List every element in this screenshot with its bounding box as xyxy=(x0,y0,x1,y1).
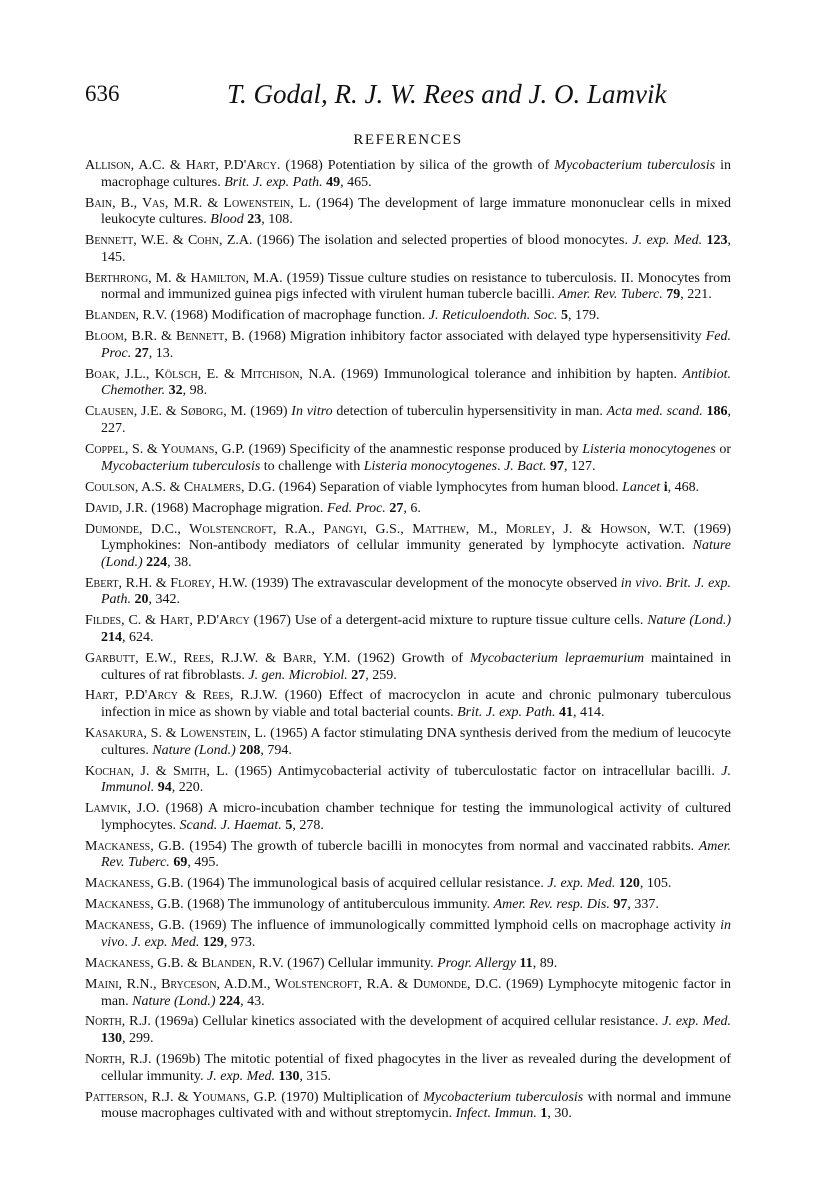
reference-volume: 130 xyxy=(101,1031,122,1047)
reference-authors: Mackaness, G.B. xyxy=(85,918,185,934)
reference-authors: Bennett, W.E. & Cohn, Z.A. xyxy=(85,233,253,249)
reference-entry xyxy=(85,522,731,572)
reference-title: Effect of macrocyclon in acute and chronic pulmonary tuberculous infection in mice as shown by viable and total bacterial counts. xyxy=(101,688,732,721)
reference-pages: , 624. xyxy=(122,629,154,645)
reference-year: (1939) xyxy=(251,575,289,591)
reference-year: (1969a) xyxy=(154,1014,199,1030)
reference-title: Growth of Mycobacterium lepraemurium maintained in cultures of rat fibroblasts. xyxy=(101,650,732,683)
reference-year: (1968) xyxy=(170,308,208,324)
reference-year: (1967) xyxy=(287,955,325,971)
reference-journal: Nature (Lond.) xyxy=(152,742,236,758)
reference-entry xyxy=(85,613,731,646)
reference-pages: , 794. xyxy=(260,742,292,758)
reference-year: (1969) xyxy=(340,366,379,382)
reference-year: (1969) xyxy=(693,521,732,537)
reference-year: (1959) xyxy=(286,270,324,286)
reference-pages: , 127. xyxy=(563,458,596,474)
reference-journal: Scand. J. Haemat. xyxy=(179,817,282,833)
reference-volume: 94 xyxy=(157,780,172,796)
reference-authors: North, R.J. xyxy=(85,1014,151,1030)
reference-year: (1968) xyxy=(285,158,323,173)
reference-entry xyxy=(85,1090,731,1123)
reference-volume: 79 xyxy=(666,287,681,303)
reference-year: (1969) xyxy=(250,404,288,420)
reference-journal: Fed. Proc. xyxy=(101,329,731,361)
reference-journal: J. gen. Microbiol. xyxy=(248,667,348,683)
reference-year: (1954) xyxy=(189,838,227,854)
reference-authors: Fildes, C. & Hart, P.D'Arcy xyxy=(85,613,250,629)
reference-journal: Lancet xyxy=(622,479,661,495)
reference-authors: Blanden, R.V. xyxy=(85,308,168,324)
reference-volume: 27 xyxy=(351,667,366,683)
reference-authors: Hart, P.D'Arcy & Rees, R.J.W. xyxy=(85,688,278,704)
reference-pages: , 468. xyxy=(667,479,700,495)
reference-pages: , 227. xyxy=(101,404,732,437)
reference-volume: 69 xyxy=(173,855,188,871)
reference-pages: , 973. xyxy=(223,934,256,950)
running-head xyxy=(0,81,816,115)
reference-authors: Coppel, S. & Youmans, G.P. xyxy=(85,442,245,458)
reference-journal: Nature (Lond.) xyxy=(647,613,731,629)
reference-volume: 20 xyxy=(134,592,149,608)
reference-title: The extravascular development of the monocyte observed in vivo. xyxy=(292,575,663,591)
reference-journal: Fed. Proc. xyxy=(326,500,386,516)
reference-entry xyxy=(85,876,731,893)
reference-entry xyxy=(85,501,731,518)
reference-title: The influence of immunologically committed lymphoid cells on macrophage activity in vivo. xyxy=(101,918,731,950)
reference-title: Separation of viable lymphocytes from human blood. xyxy=(319,479,619,495)
reference-year: (1968) xyxy=(248,329,286,345)
reference-pages: , 6. xyxy=(403,500,421,516)
reference-year: (1969) xyxy=(189,918,227,934)
reference-authors: Dumonde, D.C., Wolstencroft, R.A., Pangyi, G.S., Matthew, M., Morley, J. & Howson, W.T. xyxy=(85,521,686,537)
reference-journal: Infect. Immun. xyxy=(455,1106,537,1122)
reference-entry xyxy=(85,839,731,872)
reference-title: Cellular immunity. xyxy=(328,955,434,971)
reference-authors: Mackaness, G.B. xyxy=(85,876,184,892)
reference-authors: Kochan, J. & Smith, L. xyxy=(85,763,229,779)
reference-title: Lymphocyte mitogenic factor in man. xyxy=(101,976,732,1009)
reference-journal: J. exp. Med. xyxy=(632,233,703,249)
reference-year: (1962) xyxy=(357,650,395,666)
reference-volume: 186 xyxy=(706,404,728,420)
reference-entry xyxy=(85,329,731,362)
reference-entry xyxy=(85,651,731,684)
reference-year: (1964) xyxy=(278,479,317,495)
reference-volume: 123 xyxy=(706,233,728,249)
reference-journal: Antibiot. Chemother. xyxy=(101,366,732,399)
reference-pages: , 220. xyxy=(171,780,204,796)
reference-volume: 97 xyxy=(613,897,628,913)
reference-year: (1969) xyxy=(248,442,286,458)
reference-title: A micro-incubation chamber technique for testing the immunological activity of cultured lymphocytes. xyxy=(101,801,732,833)
reference-volume: 32 xyxy=(168,383,183,399)
reference-pages: , 30. xyxy=(547,1106,572,1122)
reference-journal: J. exp. Med. xyxy=(131,934,200,950)
reference-title: Immunological tolerance and inhibition by hapten. xyxy=(383,366,677,382)
reference-entry xyxy=(85,271,731,304)
reference-title: Macrophage migration. xyxy=(191,500,324,516)
reference-entry xyxy=(85,442,731,475)
reference-authors: Ebert, R.H. & Florey, H.W. xyxy=(85,575,248,591)
reference-entry xyxy=(85,1014,731,1047)
reference-title: Migration inhibitory factor associated with delayed type hypersensitivity xyxy=(290,329,702,345)
reference-authors: Bain, B., Vas, M.R. & Lowenstein, L. xyxy=(85,195,311,211)
reference-entry xyxy=(85,576,731,609)
reference-volume: 97 xyxy=(549,458,564,474)
reference-authors: Boak, J.L., Kölsch, E. & Mitchison, N.A. xyxy=(85,366,336,382)
reference-entry xyxy=(85,480,731,497)
reference-volume: i xyxy=(663,479,668,495)
reference-entry xyxy=(85,158,731,191)
reference-pages: , 342. xyxy=(148,592,180,608)
reference-entry xyxy=(85,801,731,834)
section-title: REFERENCES xyxy=(353,132,463,148)
reference-pages: , 38. xyxy=(167,554,192,570)
reference-entry xyxy=(85,233,731,266)
reference-volume: 23 xyxy=(247,212,262,228)
reference-authors: Lamvik, J.O. xyxy=(85,801,160,817)
reference-title: The growth of tubercle bacilli in monocytes from normal and vaccinated rabbits. xyxy=(230,838,695,854)
reference-pages: , 465. xyxy=(340,174,372,190)
reference-year: (1966) xyxy=(256,233,295,249)
reference-year: (1969b) xyxy=(155,1052,201,1068)
reference-journal: J. Bact. xyxy=(504,458,547,474)
reference-authors: Mackaness, G.B. xyxy=(85,897,184,913)
reference-title: In vitro detection of tuberculin hypersensitivity in man. xyxy=(291,404,603,420)
reference-entry xyxy=(85,897,731,914)
reference-year: (1970) xyxy=(281,1089,319,1105)
reference-pages: , 43. xyxy=(240,993,265,1009)
reference-entry xyxy=(85,367,731,400)
reference-journal: Brit. J. exp. Path. xyxy=(101,575,732,608)
reference-journal: Amer. Rev. resp. Dis. xyxy=(493,897,610,913)
reference-pages: , 105. xyxy=(639,876,672,892)
reference-authors: Kasakura, S. & Lowenstein, L. xyxy=(85,726,267,742)
reference-journal: J. exp. Med. xyxy=(547,876,616,892)
reference-volume: 49 xyxy=(326,174,341,190)
reference-journal: Amer. Rev. Tuberc. xyxy=(101,838,731,871)
reference-pages: , 221. xyxy=(680,287,712,303)
reference-journal: Nature (Lond.) xyxy=(132,993,216,1009)
reference-title: Antimycobacterial activity of tuberculostatic factor on intracellular bacilli. xyxy=(277,763,715,779)
reference-authors: Berthrong, M. & Hamilton, M.A. xyxy=(85,270,283,286)
reference-pages: , 259. xyxy=(365,667,397,683)
reference-title: The mitotic potential of fixed phagocytes in the liver as revealed during the development of cellular immunity. xyxy=(101,1052,732,1084)
reference-authors: Garbutt, E.W., Rees, R.J.W. & Barr, Y.M. xyxy=(85,650,351,666)
reference-pages: , 315. xyxy=(299,1068,332,1084)
reference-entry xyxy=(85,688,731,721)
reference-journal: J. exp. Med. xyxy=(207,1068,276,1084)
reference-pages: , 495. xyxy=(187,855,219,871)
reference-volume: 120 xyxy=(618,876,640,892)
reference-authors: Clausen, J.E. & Søborg, M. xyxy=(85,404,247,420)
reference-list xyxy=(85,158,731,1127)
reference-journal: Acta med. scand. xyxy=(606,404,703,420)
reference-journal: Nature (Lond.) xyxy=(101,538,732,570)
reference-authors: Maini, R.N., Bryceson, A.D.M., Wolstencroft, R.A. & Dumonde, D.C. xyxy=(85,976,502,992)
reference-entry xyxy=(85,764,731,797)
reference-authors: Mackaness, G.B. xyxy=(85,838,185,854)
reference-journal: J. Reticuloendoth. Soc. xyxy=(428,308,558,324)
reference-authors: Bloom, B.R. & Bennett, B. xyxy=(85,329,245,345)
reference-volume: 27 xyxy=(134,345,149,361)
reference-pages: , 145. xyxy=(101,233,732,265)
reference-title: Potentiation by silica of the growth of Mycobacterium tuberculosis in macrophage cultures. xyxy=(101,158,732,190)
reference-pages: , 108. xyxy=(261,212,293,228)
reference-volume: 11 xyxy=(519,955,533,971)
reference-entry xyxy=(85,308,731,325)
reference-volume: 129 xyxy=(202,934,224,950)
reference-year: (1960) xyxy=(284,688,322,704)
page-number: 636 xyxy=(85,81,120,106)
reference-pages: , 299. xyxy=(122,1031,154,1047)
reference-year: (1965) xyxy=(234,763,272,779)
reference-pages: , 179. xyxy=(567,308,600,324)
reference-journal: Progr. Allergy xyxy=(437,955,516,971)
reference-year: (1969) xyxy=(506,976,544,992)
reference-volume: 27 xyxy=(389,500,404,516)
reference-pages: , 414. xyxy=(573,705,605,721)
reference-volume: 130 xyxy=(278,1068,300,1084)
reference-journal: Amer. Rev. Tuberc. xyxy=(558,287,663,303)
reference-volume: 214 xyxy=(101,629,122,645)
reference-year: (1967) xyxy=(253,613,291,629)
reference-authors: North, R.J. xyxy=(85,1052,152,1068)
reference-title: Tissue culture studies on resistance to tuberculosis. II. Monocytes from normal and immunized guinea pigs infected with virulent human tubercle bacilli. xyxy=(101,270,732,303)
reference-title: Cellular kinetics associated with the development of acquired cellular resistance. xyxy=(202,1014,659,1030)
reference-entry xyxy=(85,956,731,973)
reference-entry xyxy=(85,196,731,229)
reference-journal: Brit. J. exp. Path. xyxy=(457,705,556,721)
reference-title: The isolation and selected properties of blood monocytes. xyxy=(298,233,628,249)
reference-pages: , 13. xyxy=(148,345,174,361)
reference-volume: 208 xyxy=(239,742,261,758)
reference-journal: Brit. J. exp. Path. xyxy=(224,174,323,190)
reference-title: Lymphokines: Non-antibody mediators of cellular immunity generated by lymphocyte activation. xyxy=(101,538,685,554)
reference-authors: Patterson, R.J. & Youmans, G.P. xyxy=(85,1089,277,1105)
reference-title: The immunological basis of acquired cellular resistance. xyxy=(227,876,544,892)
reference-volume: 224 xyxy=(219,993,241,1009)
reference-authors: Coulson, A.S. & Chalmers, D.G. xyxy=(85,479,276,495)
reference-journal: J. exp. Med. xyxy=(662,1014,732,1030)
reference-year: (1968) xyxy=(151,500,189,516)
reference-pages: , 89. xyxy=(532,955,558,971)
reference-entry xyxy=(85,404,731,437)
reference-year: (1964) xyxy=(316,195,354,211)
reference-entry xyxy=(85,918,731,951)
reference-pages: , 337. xyxy=(627,897,659,913)
reference-entry xyxy=(85,977,731,1010)
reference-volume: 5 xyxy=(285,817,293,833)
reference-journal: J. Immunol. xyxy=(101,763,731,796)
reference-year: (1968) xyxy=(187,897,225,913)
reference-journal: Blood xyxy=(210,212,244,228)
reference-title: Specificity of the anamnestic response produced by Listeria monocytogenes or Mycobacterium tuberculosis to challenge with Listeria monocytogenes. xyxy=(101,442,732,474)
reference-title: The development of large immature mononuclear cells in mixed leukocyte cultures. xyxy=(101,195,731,228)
reference-authors: Allison, A.C. & Hart, P.D'Arcy. xyxy=(85,158,281,173)
reference-year: (1964) xyxy=(187,876,225,892)
reference-title: A factor stimulating DNA synthesis derived from the medium of leucocyte cultures. xyxy=(101,726,732,758)
reference-volume: 1 xyxy=(540,1106,548,1122)
reference-year: (1965) xyxy=(270,726,308,742)
reference-year: (1968) xyxy=(165,801,203,817)
reference-title: Multiplication of Mycobacterium tuberculosis with normal and immune mouse macrophages cultivated with and without streptomycin. xyxy=(101,1089,732,1122)
running-head-authors: T. Godal, R. J. W. Rees and J. O. Lamvik xyxy=(227,79,667,109)
reference-entry xyxy=(85,726,731,759)
reference-pages: , 98. xyxy=(182,383,208,399)
reference-title: The immunology of antituberculous immunity. xyxy=(227,897,491,913)
reference-title: Use of a detergent-acid mixture to rupture tissue culture cells. xyxy=(294,613,644,629)
reference-pages: , 278. xyxy=(292,817,324,833)
reference-authors: Mackaness, G.B. & Blanden, R.V. xyxy=(85,955,284,971)
reference-volume: 224 xyxy=(146,554,168,570)
reference-title: Modification of macrophage function. xyxy=(211,308,426,324)
reference-volume: 41 xyxy=(559,705,573,721)
reference-entry xyxy=(85,1052,731,1085)
reference-authors: David, J.R. xyxy=(85,500,148,516)
reference-volume: 5 xyxy=(560,308,568,324)
